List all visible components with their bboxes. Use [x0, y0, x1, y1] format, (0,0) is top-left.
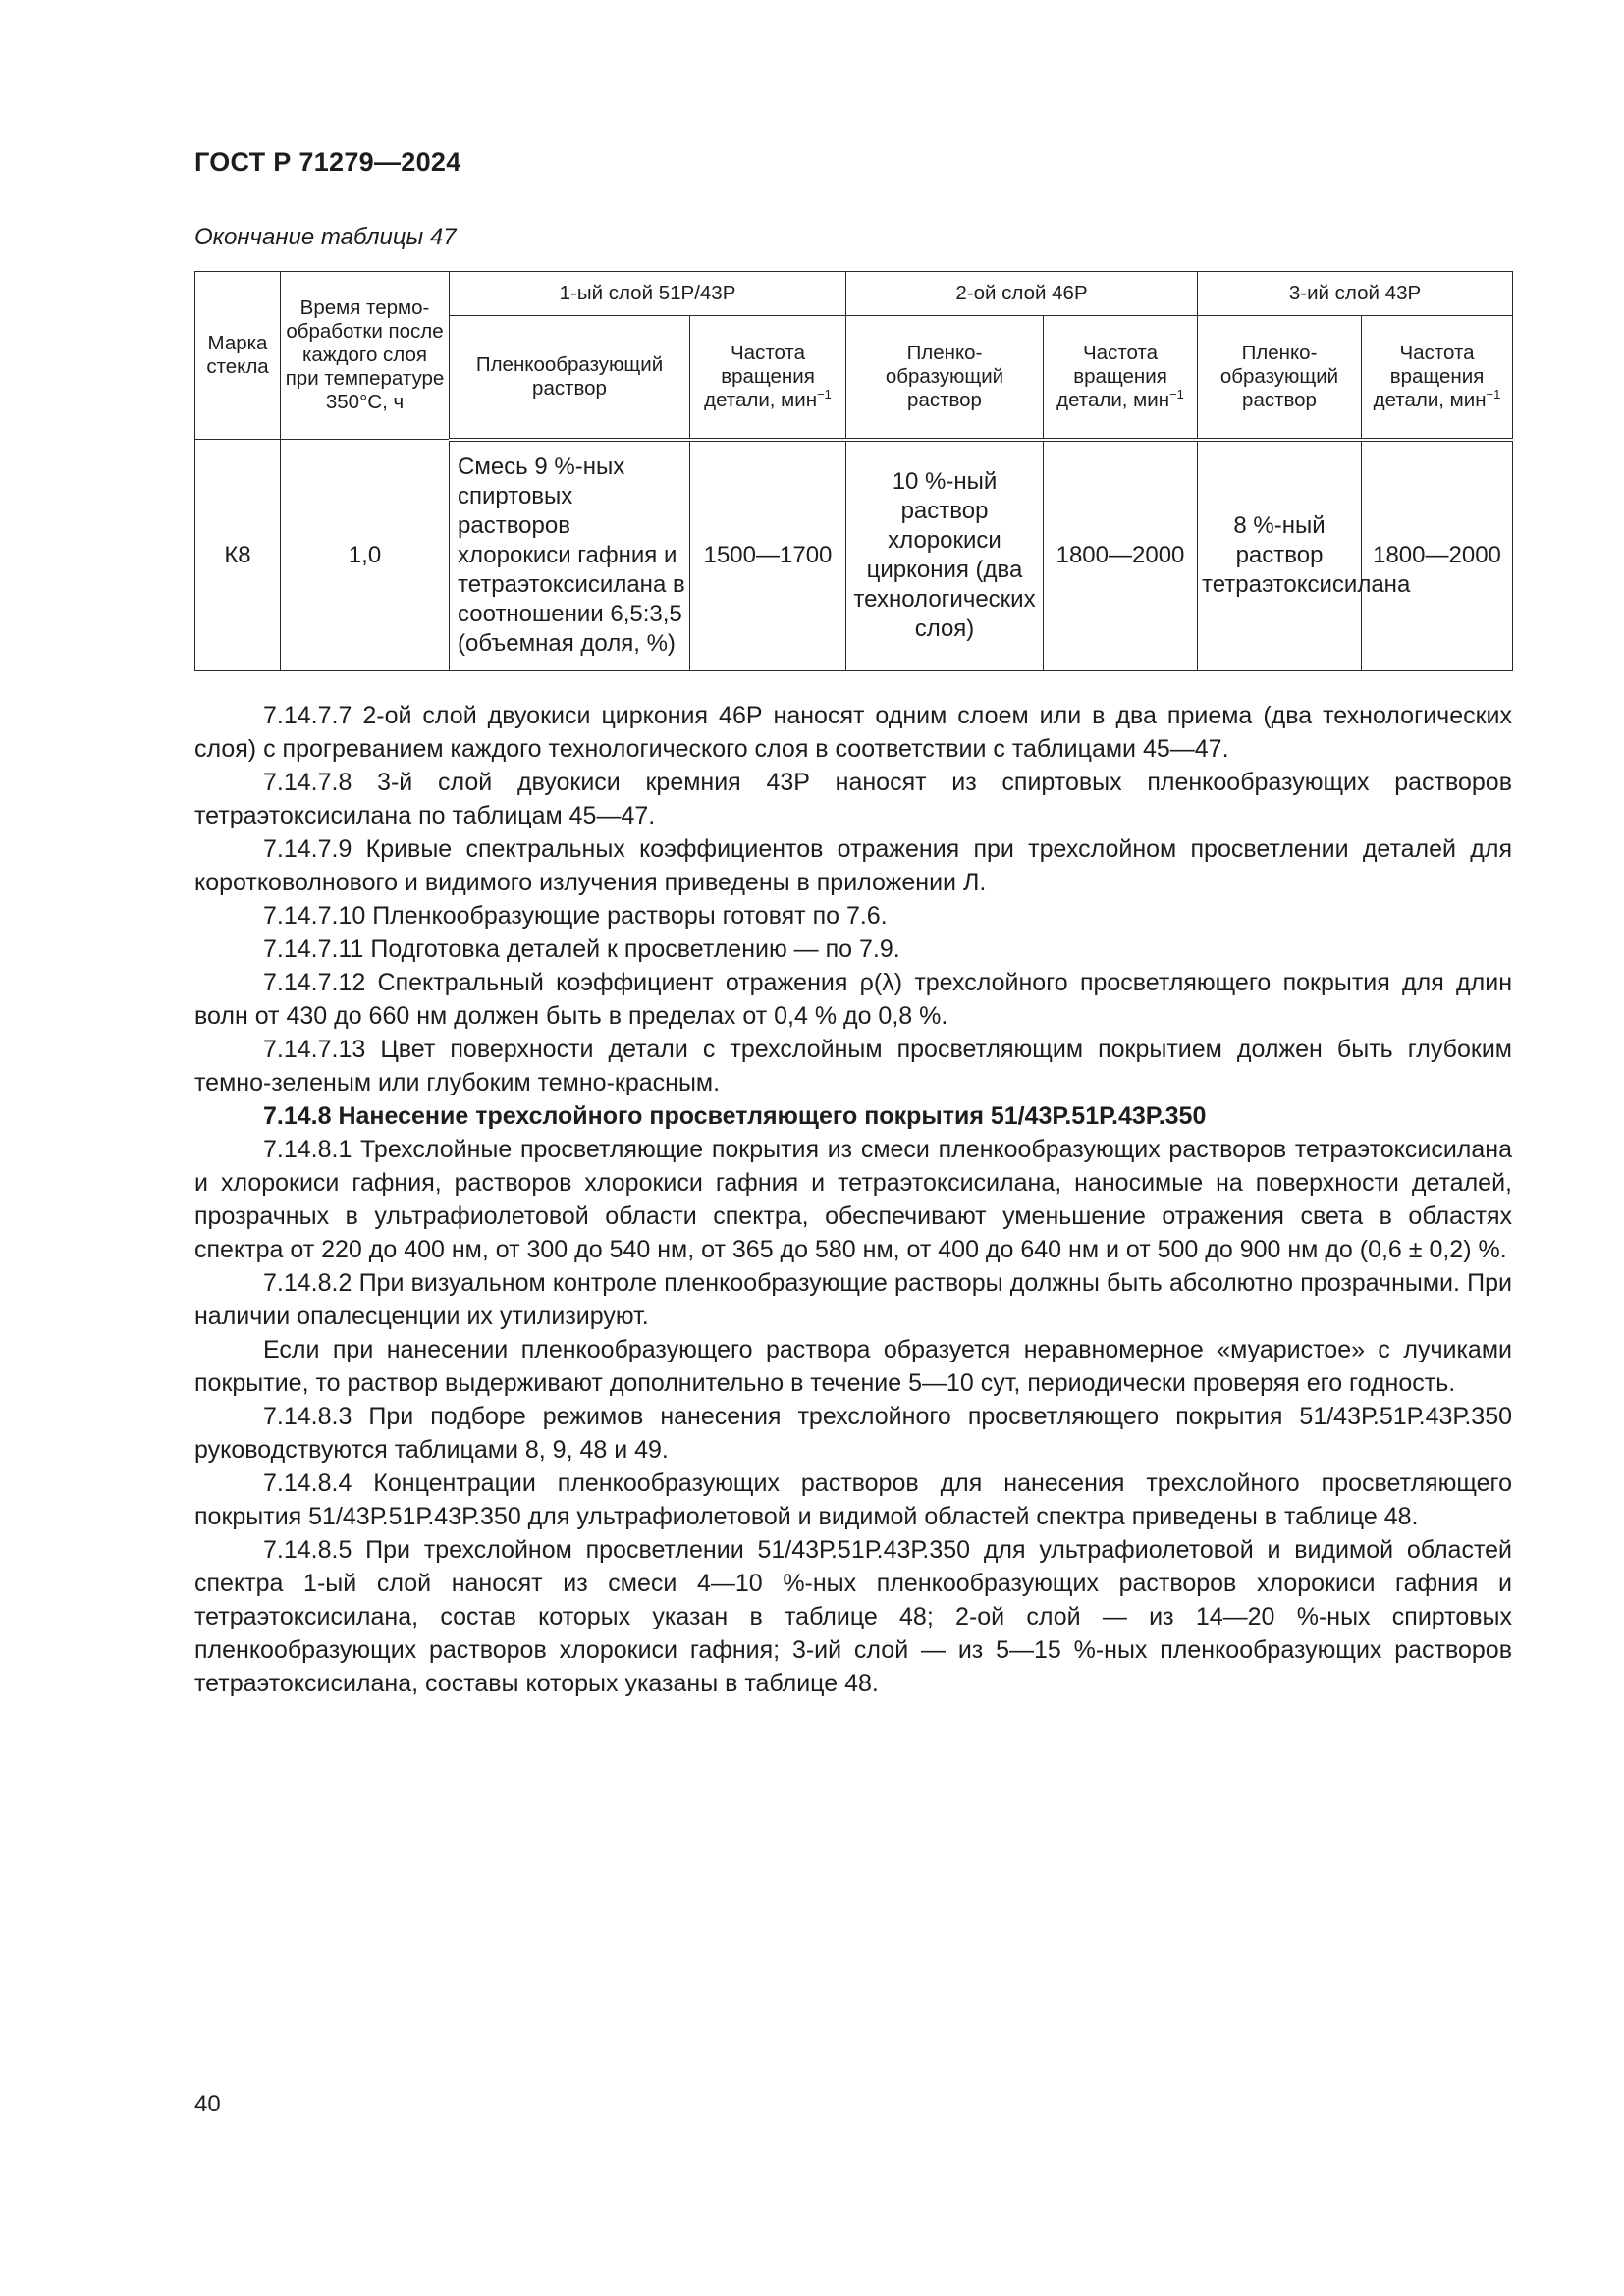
page-number: 40: [194, 2091, 221, 2117]
paragraph-7-14-8-2: 7.14.8.2 При визуальном контроле пленкообразующие растворы должны быть абсолютно прозрачными. При наличии опалесценции их утилизируют.: [194, 1269, 1512, 1330]
subheader-layer1-film: Пленкообразующий раствор: [450, 316, 690, 440]
header-layer2: 2-ой слой 46Р: [846, 272, 1198, 316]
document-code-header: ГОСТ Р 71279—2024: [194, 147, 461, 177]
paragraph-7-14-7-13: 7.14.7.13 Цвет поверхности детали с трехслойным просветляющим покрытием должен быть глубоким темно-зеленым или глубоким темно-красным.: [194, 1036, 1512, 1096]
paragraph-7-14-7-8: 7.14.7.8 3-й слой двуокиси кремния 43Р наносят из спиртовых пленкообразующих растворов тетраэтоксисилана по таблицам 45—47.: [194, 769, 1512, 829]
table-caption: Окончание таблицы 47: [194, 224, 457, 250]
subheader-layer2-freq: [1044, 316, 1198, 440]
cell-marka: К8: [195, 440, 281, 671]
paragraph-moire-note: Если при нанесении пленкообразующего раствора образуется неравномерное «муаристое» с лучиками покрытие, то раствор выдерживают дополнительно в течение 5—10 сут, периодически проверяя его годность.: [194, 1336, 1512, 1397]
paragraph-7-14-8-4: 7.14.8.4 Концентрации пленкообразующих растворов для нанесения трехслойного просветляющего покрытия 51/43Р.51Р.43Р.350 для ультрафиолетовой и видимой областей спектра приведены в таблице 48.: [194, 1469, 1512, 1530]
cell-layer1-film: Смесь 9 %-ных спиртовых растворов хлорокиси гафния и тетраэтоксисилана в соотношении 6,5:3,5 (объемная доля, %): [450, 440, 690, 671]
header-marka: Марка стекла: [195, 272, 281, 440]
header-time: Время термо-обработки после каждого слоя при температуре 350°С, ч: [281, 272, 450, 440]
table-47-continuation: [194, 271, 1513, 671]
cell-layer3-film: 8 %-ный раствор тетраэтоксисилана: [1198, 440, 1362, 671]
freq-label: Частота вращения детали, мин: [1373, 341, 1487, 411]
cell-layer2-freq: 1800—2000: [1044, 440, 1198, 671]
paragraph-7-14-7-9: 7.14.7.9 Кривые спектральных коэффициентов отражения при трехслойном просветлении деталей для коротковолнового и видимого излучения приведены в приложении Л.: [194, 835, 1512, 896]
cell-layer3-freq: 1800—2000: [1362, 440, 1513, 671]
paragraph-7-14-8-5: 7.14.8.5 При трехслойном просветлении 51/43Р.51Р.43Р.350 для ультрафиолетовой и видимой областей спектра 1-ый слой наносят из смеси 4—10 %-ных пленкообразующих растворов хлорокиси гафния и тетраэтоксисилана, состав которых указан в таблице 48; 2-ой слой — из 14—20 %-ных спиртовых пленкообразующих растворов хлорокиси гафния; 3-ий слой — из 5—15 %-ных пленкообразующих растворов тетраэтоксисилана, составы которых указаны в таблице 48.: [194, 1536, 1512, 1697]
paragraph-7-14-7-12: 7.14.7.12 Спектральный коэффициент отражения ρ(λ) трехслойного просветляющего покрытия для длин волн от 430 до 660 нм должен быть в пределах от 0,4 % до 0,8 %.: [194, 969, 1512, 1030]
body-text: [194, 699, 1512, 1700]
freq-label: Частота вращения детали, мин: [1056, 341, 1170, 411]
header-layer3: 3-ий слой 43Р: [1198, 272, 1513, 316]
paragraph-7-14-8-3: 7.14.8.3 При подборе режимов нанесения трехслойного просветляющего покрытия 51/43Р.51Р.43Р.350 руководствуются таблицами 8, 9, 48 и 49.: [194, 1403, 1512, 1464]
unit-exponent: −1: [1486, 386, 1501, 401]
cell-time: 1,0: [281, 440, 450, 671]
subheader-layer3-film: Пленко-образующий раствор: [1198, 316, 1362, 440]
freq-label: Частота вращения детали, мин: [704, 341, 818, 411]
unit-exponent: −1: [1169, 386, 1184, 401]
subheader-layer2-film: Пленко-образующий раствор: [846, 316, 1044, 440]
cell-layer1-freq: 1500—1700: [690, 440, 846, 671]
subheader-layer1-freq: [690, 316, 846, 440]
paragraph-7-14-7-10: 7.14.7.10 Пленкообразующие растворы готовят по 7.6.: [263, 902, 888, 930]
subheader-layer3-freq: [1362, 316, 1513, 440]
header-layer1: 1-ый слой 51Р/43Р: [450, 272, 846, 316]
unit-exponent: −1: [817, 386, 832, 401]
section-heading-7-14-8: 7.14.8 Нанесение трехслойного просветляющего покрытия 51/43Р.51Р.43Р.350: [263, 1102, 1207, 1130]
cell-layer2-film: 10 %-ный раствор хлорокиси циркония (два технологических слоя): [846, 440, 1044, 671]
paragraph-7-14-8-1: 7.14.8.1 Трехслойные просветляющие покрытия из смеси пленкообразующих растворов тетраэтоксисилана и хлорокиси гафния, растворов хлорокиси гафния и тетраэтоксисилана, наносимые на поверхности деталей, прозрачных в ультрафиолетовой области спектра, обеспечивают уменьшение отражения света в областях спектра от 220 до 400 нм, от 300 до 540 нм, от 365 до 580 нм, от 400 до 640 нм и от 500 до 900 нм до (0,6 ± 0,2) %.: [194, 1136, 1512, 1263]
paragraph-7-14-7-7: 7.14.7.7 2-ой слой двуокиси циркония 46Р наносят одним слоем или в два приема (два технологических слоя) с прогреванием каждого технологического слоя в соответствии с таблицами 45—47.: [194, 702, 1512, 763]
paragraph-7-14-7-11: 7.14.7.11 Подготовка деталей к просветлению — по 7.9.: [263, 935, 900, 963]
